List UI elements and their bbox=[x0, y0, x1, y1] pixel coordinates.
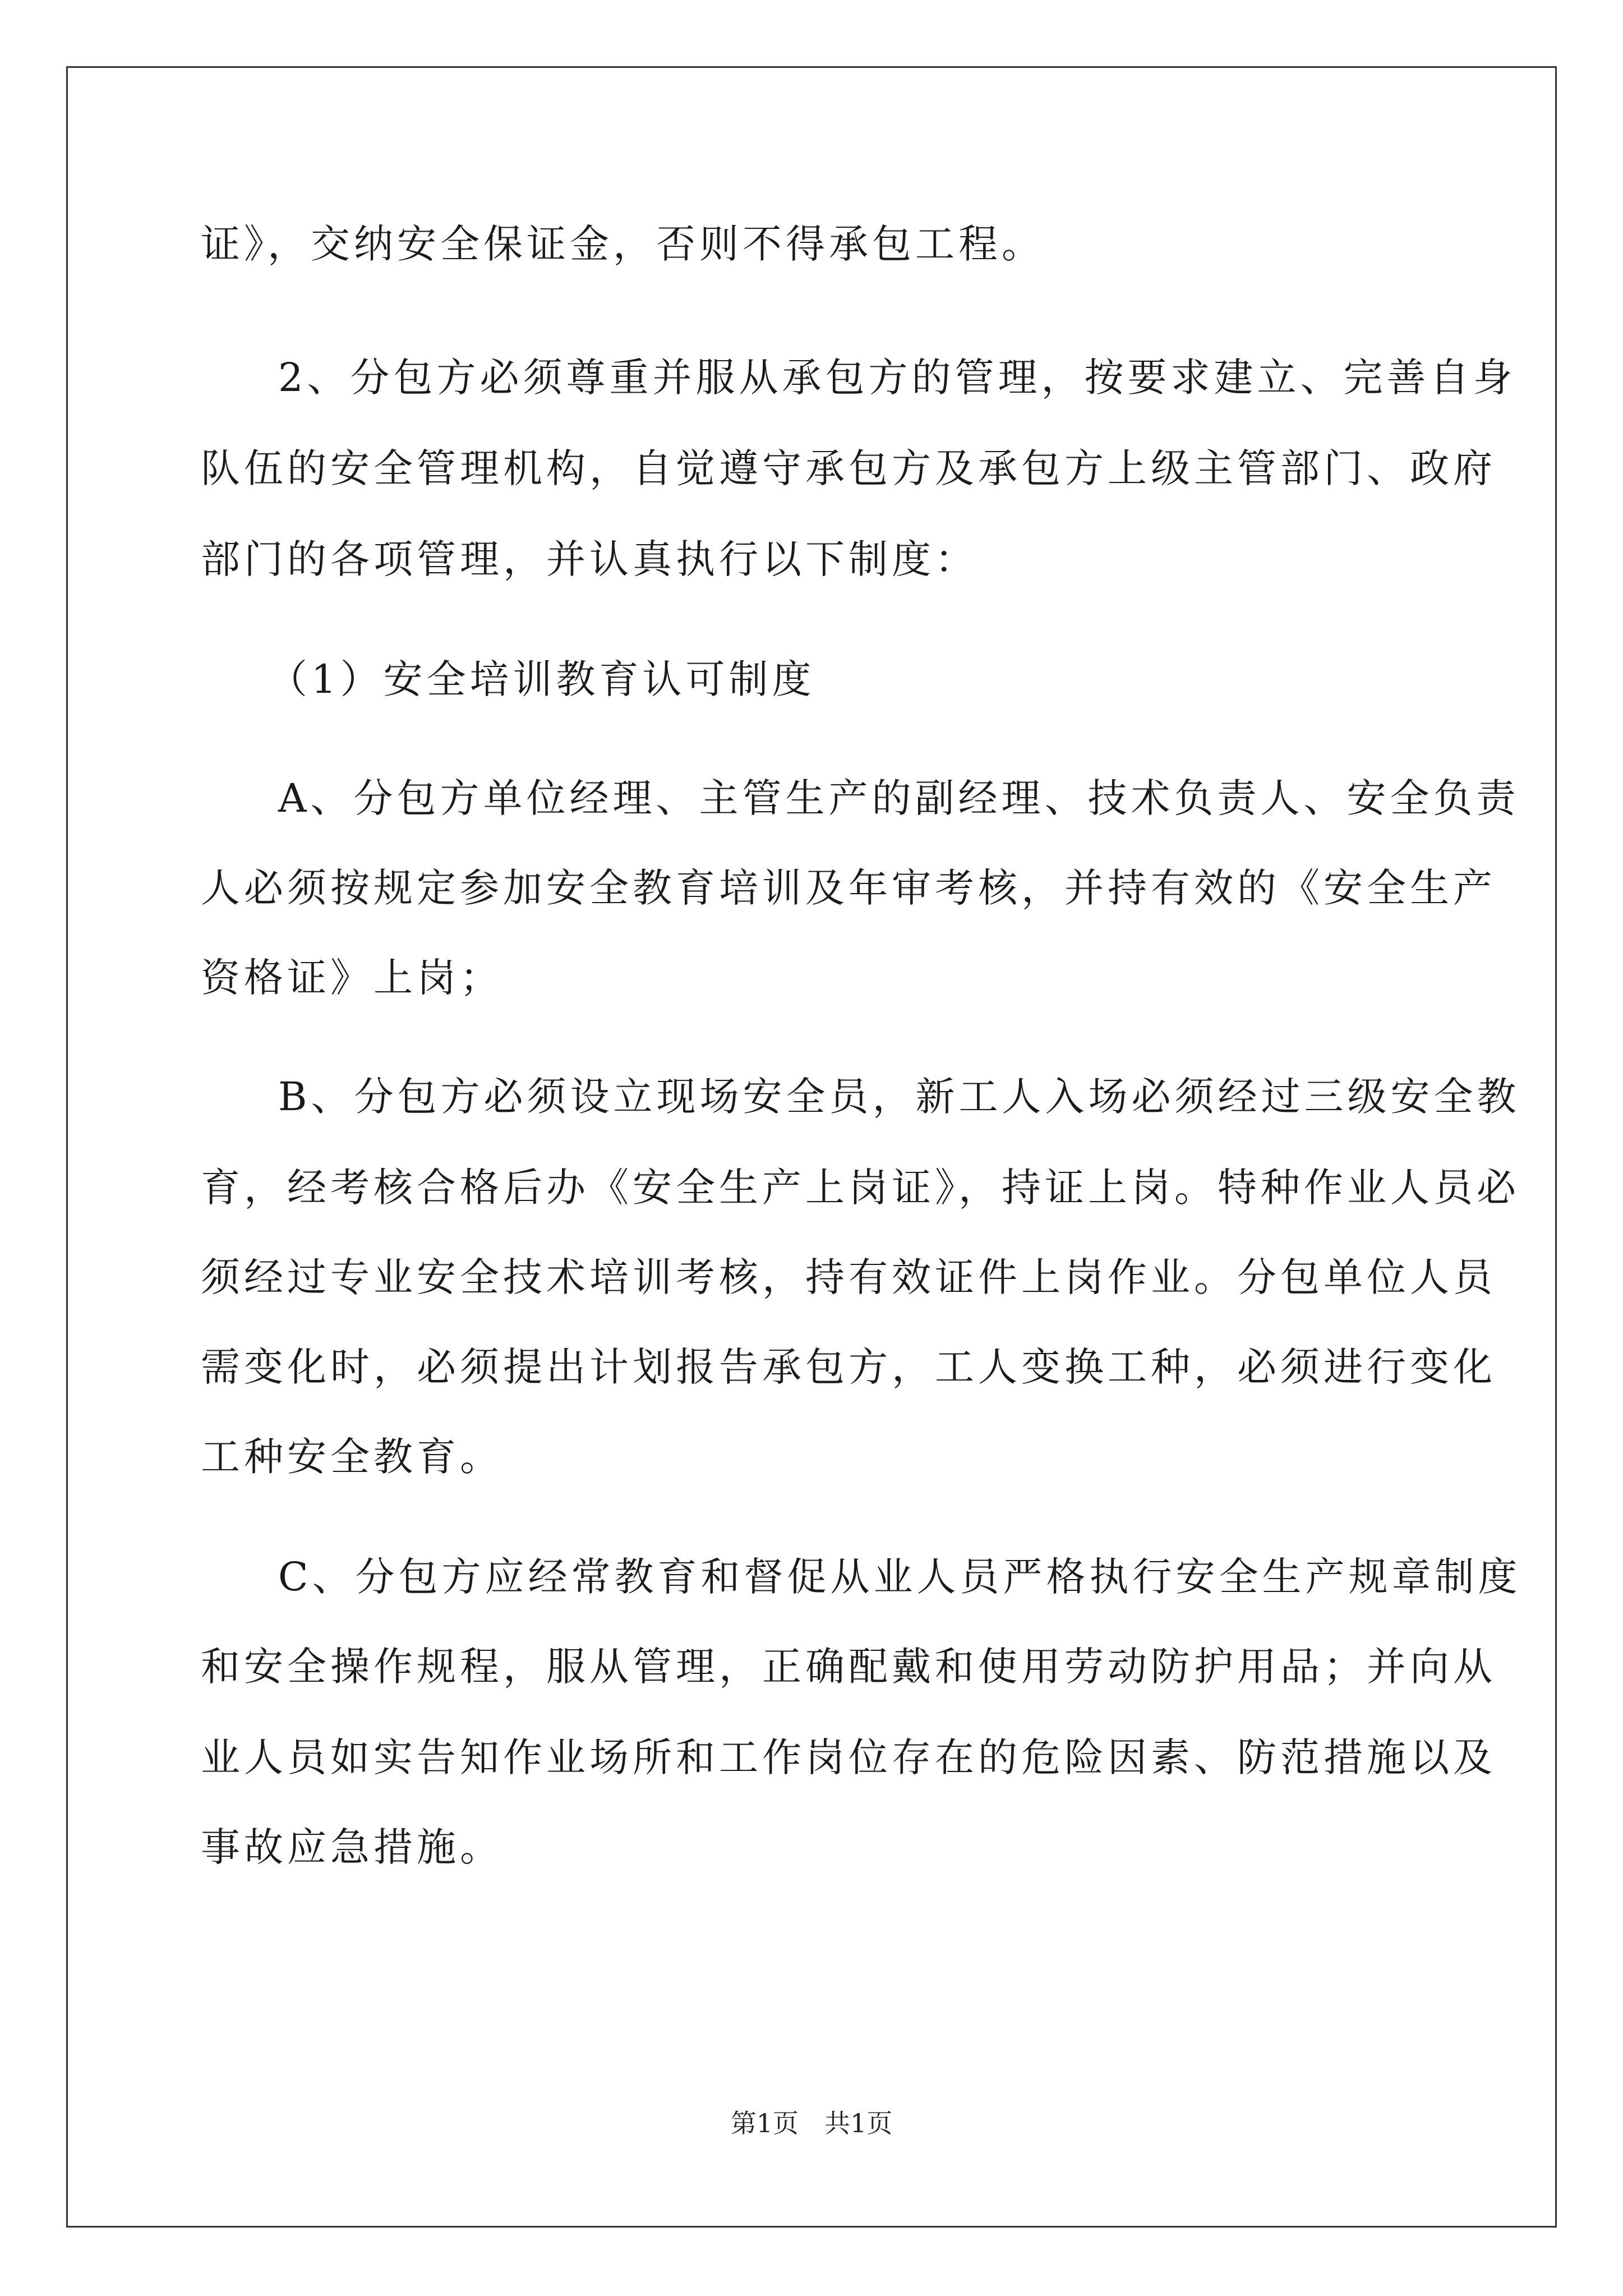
paragraph-line: 需变化时，必须提出计划报告承包方，工人变换工种，必须进行变化 bbox=[201, 1344, 1496, 1390]
page-footer: 第1页 共1页 bbox=[730, 2108, 893, 2138]
paragraph-line: 队伍的安全管理机构，自觉遵守承包方及承包方上级主管部门、政府 bbox=[201, 445, 1496, 491]
paragraph-line: 育，经考核合格后办《安全生产上岗证》，持证上岗。特种作业人员必 bbox=[201, 1165, 1520, 1211]
paragraph-line: 证》，交纳安全保证金，否则不得承包工程。 bbox=[201, 221, 1045, 267]
paragraph-line: 人必须按规定参加安全教育培训及年审考核，并持有效的《安全生产 bbox=[201, 865, 1496, 911]
paragraph-line: 2、分包方必须尊重并服从承包方的管理，按要求建立、完善自身 bbox=[278, 355, 1516, 401]
paragraph-line: 工种安全教育。 bbox=[201, 1434, 503, 1480]
paragraph-line: B、分包方必须设立现场安全员，新工人入场必须经过三级安全教 bbox=[278, 1074, 1520, 1120]
paragraph-line: C、分包方应经常教育和督促从业人员严格执行安全生产规章制度 bbox=[278, 1554, 1521, 1600]
paragraph-line: 和安全操作规程，服从管理，正确配戴和使用劳动防护用品；并向从 bbox=[201, 1644, 1496, 1690]
section-heading: （1）安全培训教育认可制度 bbox=[268, 656, 815, 702]
paragraph-line: 部门的各项管理，并认真执行以下制度： bbox=[201, 536, 978, 582]
paragraph-line: A、分包方单位经理、主管生产的副经理、技术负责人、安全负责 bbox=[278, 775, 1520, 821]
paragraph-line: 事故应急措施。 bbox=[201, 1824, 503, 1870]
paragraph-line: 资格证》上岗； bbox=[201, 955, 503, 1001]
paragraph-line: 业人员如实告知作业场所和工作岗位存在的危险因素、防范措施以及 bbox=[201, 1734, 1496, 1780]
paragraph-line: 须经过专业安全技术培训考核，持有效证件上岗作业。分包单位人员 bbox=[201, 1254, 1496, 1300]
